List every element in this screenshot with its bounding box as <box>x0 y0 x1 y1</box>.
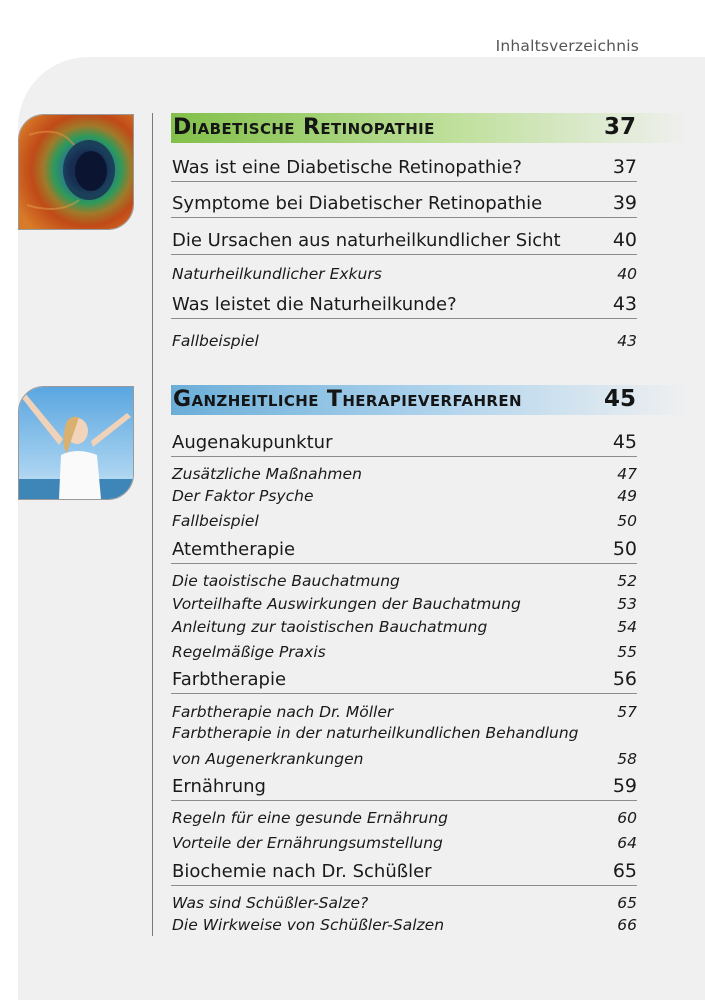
chapter-page: 37 <box>603 114 636 140</box>
subentry-title: Fallbeispiel <box>172 512 259 530</box>
toc-subentry <box>171 511 637 531</box>
entry-title: Was ist eine Diabetische Retinopathie? <box>172 157 522 178</box>
woman-by-sea-image <box>18 386 134 500</box>
entry-page: 37 <box>612 156 637 178</box>
chapter-title: Ganzheitliche Therapieverfahren <box>173 387 522 412</box>
toc-entry <box>171 861 637 886</box>
toc-subentry <box>171 642 637 662</box>
entry-page: 59 <box>612 775 637 797</box>
entry-title: Augenakupunktur <box>172 432 333 453</box>
toc-subentry <box>171 808 637 828</box>
entry-title: Biochemie nach Dr. Schüßler <box>172 861 432 882</box>
toc-subentry <box>171 833 637 853</box>
entry-title: Was leistet die Naturheilkunde? <box>172 294 457 315</box>
subentry-page: 66 <box>617 916 637 934</box>
subentry-title: Farbtherapie in der naturheilkundlichen Behandlung <box>172 724 579 742</box>
toc-entry <box>171 669 637 694</box>
subentry-title: Regelmäßige Praxis <box>172 643 326 661</box>
toc-subentry <box>171 486 637 506</box>
subentry-page: 65 <box>617 894 637 912</box>
subentry-page: 40 <box>617 265 637 283</box>
subentry-title: Zusätzliche Maßnahmen <box>172 465 362 483</box>
toc-subentry <box>171 702 637 722</box>
entry-page: 56 <box>612 668 637 690</box>
subentry-page: 47 <box>617 465 637 483</box>
chapter-heading <box>171 113 691 143</box>
toc-subentry <box>171 571 637 591</box>
toc-entry <box>171 230 637 255</box>
entry-page: 50 <box>612 538 637 560</box>
chapter-title: Diabetische Retinopathie <box>173 115 435 140</box>
entry-title: Ernährung <box>172 776 266 797</box>
subentry-page: 50 <box>617 512 637 530</box>
toc-entry <box>171 432 637 457</box>
toc-entry <box>171 157 637 182</box>
subentry-page: 57 <box>617 703 637 721</box>
entry-page: 39 <box>612 192 637 214</box>
toc-subentry <box>171 915 637 935</box>
chapter-page: 45 <box>603 386 636 412</box>
entry-page: 43 <box>612 293 637 315</box>
subentry-page: 53 <box>617 595 637 613</box>
subentry-title: Vorteilhafte Auswirkungen der Bauchatmung <box>172 595 521 613</box>
entry-title: Atemtherapie <box>172 539 296 560</box>
toc-subentry <box>171 749 637 769</box>
subentry-title: Regeln für eine gesunde Ernährung <box>172 809 449 827</box>
subentry-title: von Augenerkrankungen <box>172 750 364 768</box>
subentry-title: Farbtherapie nach Dr. Möller <box>172 703 394 721</box>
subentry-page: 52 <box>617 572 637 590</box>
entry-page: 65 <box>612 860 637 882</box>
subentry-page: 49 <box>617 487 637 505</box>
toc-entry <box>171 539 637 564</box>
subentry-title: Anleitung zur taoistischen Bauchatmung <box>172 618 488 636</box>
toc-subentry <box>171 893 637 913</box>
toc-entry <box>171 776 637 801</box>
subentry-title: Die taoistische Bauchatmung <box>172 572 400 590</box>
subentry-title: Der Faktor Psyche <box>172 487 314 505</box>
running-head: Inhaltsverzeichnis <box>495 37 639 55</box>
entry-title: Symptome bei Diabetischer Retinopathie <box>172 193 543 214</box>
subentry-page: 58 <box>617 750 637 768</box>
toc-subentry <box>171 594 637 614</box>
subentry-page: 64 <box>617 834 637 852</box>
entry-title: Farbtherapie <box>172 669 287 690</box>
subentry-page: 43 <box>617 332 637 350</box>
peacock-feather-image <box>18 114 134 230</box>
entry-title: Die Ursachen aus naturheilkundlicher Sicht <box>172 230 561 251</box>
subentry-page: 54 <box>617 618 637 636</box>
chapter-heading <box>171 385 691 415</box>
subentry-title: Naturheilkundlicher Exkurs <box>172 265 382 283</box>
toc-subentry <box>171 264 637 284</box>
toc-entry <box>171 193 637 218</box>
toc-subentry <box>171 617 637 637</box>
subentry-title: Fallbeispiel <box>172 332 259 350</box>
subentry-page: 55 <box>617 643 637 661</box>
subentry-page: 60 <box>617 809 637 827</box>
entry-page: 40 <box>612 229 637 251</box>
subentry-title: Die Wirkweise von Schüßler-Salzen <box>172 916 445 934</box>
toc-subentry <box>171 331 637 351</box>
toc-entry <box>171 294 637 319</box>
subentry-title: Was sind Schüßler-Salze? <box>172 894 369 912</box>
entry-page: 45 <box>612 431 637 453</box>
toc-subentry <box>171 723 637 743</box>
vertical-rule <box>152 113 153 936</box>
subentry-title: Vorteile der Ernährungsumstellung <box>172 834 443 852</box>
toc-subentry <box>171 464 637 484</box>
